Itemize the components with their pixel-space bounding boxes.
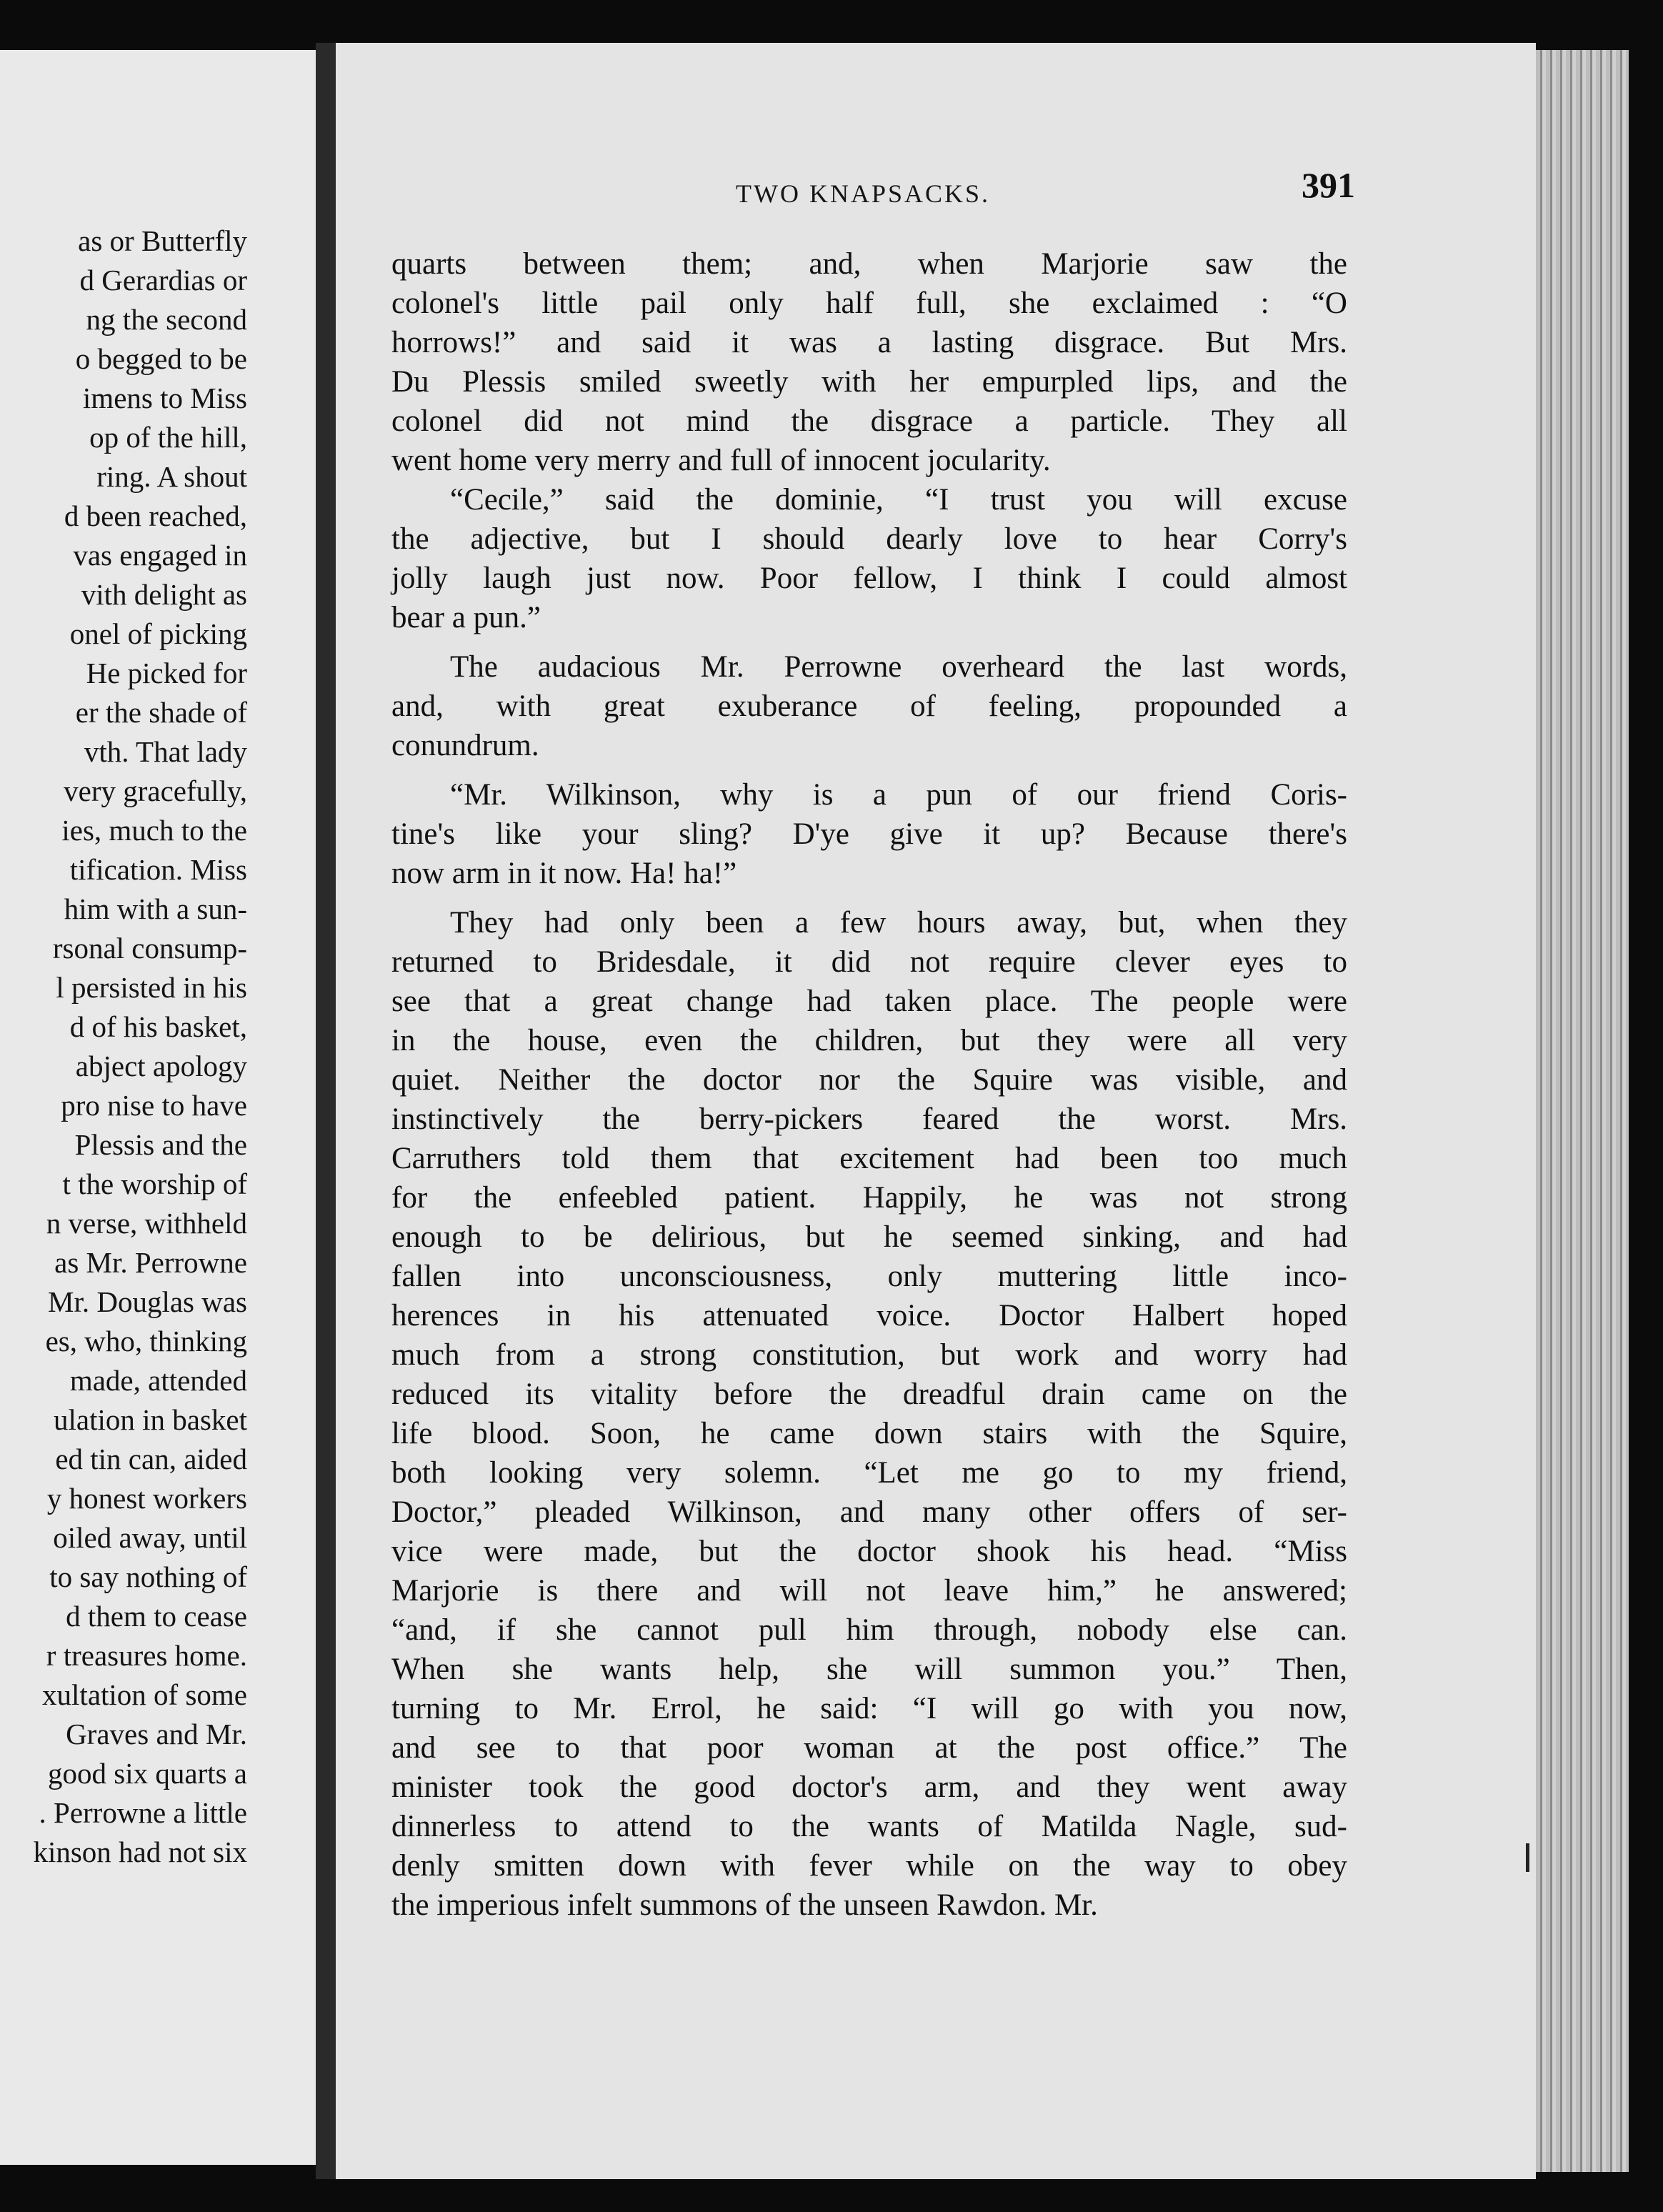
left-page-line: ulation in basket xyxy=(53,1403,247,1436)
text-line: the adjective, but I should dearly love to hear Corry's xyxy=(391,522,1347,556)
left-page-line: xultation of some xyxy=(42,1678,247,1711)
left-page-line: onel of picking xyxy=(69,617,247,650)
text-line: colonel did not mind the disgrace a particle. They all xyxy=(391,404,1347,438)
left-page-line: vth. That lady xyxy=(84,735,247,768)
text-line: horrows!” and said it was a lasting disgrace. But Mrs. xyxy=(391,326,1347,359)
text-line: They had only been a few hours away, but, when they xyxy=(450,906,1347,940)
left-page-line: abject apology xyxy=(75,1050,247,1082)
text-line: dinnerless to attend to the wants of Matilda Nagle, sud- xyxy=(391,1810,1347,1843)
text-line: quiet. Neither the doctor nor the Squire was visible, and xyxy=(391,1063,1347,1097)
margin-mark xyxy=(1526,1843,1529,1872)
left-page-line: d Gerardias or xyxy=(79,264,247,297)
left-page-line: n verse, withheld xyxy=(46,1207,247,1240)
text-line: see that a great change had taken place. The people were xyxy=(391,985,1347,1018)
left-page-line: made, attended xyxy=(69,1364,247,1397)
left-page-line: o begged to be xyxy=(75,342,247,375)
text-line: much from a strong constitution, but work and worry had xyxy=(391,1338,1347,1372)
left-page-line: rsonal consump- xyxy=(52,932,247,965)
text-line: for the enfeebled patient. Happily, he was not strong xyxy=(391,1181,1347,1215)
left-page-line: as or Butterfly xyxy=(78,224,247,257)
text-line: “Cecile,” said the dominie, “I trust you will excuse xyxy=(450,483,1347,517)
text-line: and see to that poor woman at the post office.” The xyxy=(391,1731,1347,1765)
text-line: life blood. Soon, he came down stairs with the Squire, xyxy=(391,1417,1347,1450)
left-page-line: t the worship of xyxy=(62,1167,247,1200)
text-line: fallen into unconsciousness, only muttering little inco- xyxy=(391,1260,1347,1293)
text-line: in the house, even the children, but they were all very xyxy=(391,1024,1347,1057)
left-page-line: vas engaged in xyxy=(73,539,247,572)
text-line: quarts between them; and, when Marjorie saw the xyxy=(391,247,1347,281)
left-page-line: Plessis and the xyxy=(74,1128,247,1161)
text-line: went home very merry and full of innocent jocularity. xyxy=(391,444,1051,477)
left-page-line: y honest workers xyxy=(46,1482,247,1515)
text-line: minister took the good doctor's arm, and they went away xyxy=(391,1770,1347,1804)
left-page-line: r treasures home. xyxy=(46,1639,247,1672)
text-line: bear a pun.” xyxy=(391,601,541,634)
left-page-line: pro nise to have xyxy=(61,1089,247,1122)
left-page-line: He picked for xyxy=(86,657,247,689)
page-number: 391 xyxy=(1302,165,1355,205)
text-line: now arm in it now. Ha! ha!” xyxy=(391,857,737,890)
text-line: Du Plessis smiled sweetly with her empurpled lips, and the xyxy=(391,365,1347,399)
running-header: TWO KNAPSACKS. xyxy=(736,179,991,208)
text-line: turning to Mr. Errol, he said: “I will go with you now, xyxy=(391,1692,1347,1725)
left-page-line: Mr. Douglas was xyxy=(47,1285,247,1318)
left-page-line: op of the hill, xyxy=(89,421,247,454)
left-facing-page xyxy=(0,50,320,2165)
left-page-line: ed tin can, aided xyxy=(55,1443,247,1475)
text-line: “and, if she cannot pull him through, nobody else can. xyxy=(391,1613,1347,1647)
left-page-line: oiled away, until xyxy=(53,1521,247,1554)
left-page-line: vith delight as xyxy=(81,578,247,611)
text-line: colonel's little pail only half full, she exclaimed : “O xyxy=(391,287,1347,320)
left-page-line: as Mr. Perrowne xyxy=(54,1246,247,1279)
text-line: conundrum. xyxy=(391,729,539,762)
page-edges xyxy=(1536,50,1629,2172)
left-page-line: d been reached, xyxy=(64,499,247,532)
text-line: and, with great exuberance of feeling, propounded a xyxy=(391,689,1347,723)
left-page-line: l persisted in his xyxy=(56,971,247,1004)
left-page-text xyxy=(33,221,247,1872)
text-line: tine's like your sling? D'ye give it up? Because there's xyxy=(391,817,1347,851)
left-page-line: tification. Miss xyxy=(69,853,247,886)
left-page-line: kinson had not six xyxy=(33,1835,247,1868)
left-page-line: d of his basket, xyxy=(69,1010,247,1043)
left-page-line: d them to cease xyxy=(66,1600,247,1633)
text-line: vice were made, but the doctor shook his head. “Miss xyxy=(391,1535,1347,1568)
text-line: instinctively the berry-pickers feared the worst. Mrs. xyxy=(391,1102,1347,1136)
text-line: denly smitten down with fever while on the way to obey xyxy=(391,1849,1347,1883)
text-line: the imperious infelt summons of the unseen Rawdon. Mr. xyxy=(391,1888,1098,1922)
left-page-line: very gracefully, xyxy=(64,774,247,807)
text-line: Marjorie is there and will not leave him,” he answered; xyxy=(391,1574,1347,1608)
text-line: Carruthers told them that excitement had been too much xyxy=(391,1142,1347,1175)
text-line: “Mr. Wilkinson, why is a pun of our friend Coris- xyxy=(450,778,1347,812)
text-line: The audacious Mr. Perrowne overheard the last words, xyxy=(450,650,1347,684)
left-page-line: . Perrowne a little xyxy=(39,1796,247,1829)
left-page-line: ring. A shout xyxy=(96,460,247,493)
left-page-line: Graves and Mr. xyxy=(66,1718,247,1750)
text-line: returned to Bridesdale, it did not require clever eyes to xyxy=(391,945,1347,979)
text-line: jolly laugh just now. Poor fellow, I think I could almost xyxy=(391,562,1347,595)
text-line: both looking very solemn. “Let me go to my friend, xyxy=(391,1456,1347,1490)
left-page-line: er the shade of xyxy=(75,696,247,729)
left-page-line: es, who, thinking xyxy=(45,1325,247,1357)
body-text xyxy=(391,244,1347,1925)
left-page-line: good six quarts a xyxy=(48,1757,247,1790)
text-line: When she wants help, she will summon you.” Then, xyxy=(391,1653,1347,1686)
left-page-line: imens to Miss xyxy=(82,382,247,414)
text-line: reduced its vitality before the dreadful drain came on the xyxy=(391,1377,1347,1411)
text-line: Doctor,” pleaded Wilkinson, and many other offers of ser- xyxy=(391,1495,1347,1529)
left-page-line: to say nothing of xyxy=(49,1560,247,1593)
left-page-line: him with a sun- xyxy=(64,892,247,925)
left-page-line: ies, much to the xyxy=(61,814,247,847)
text-line: herences in his attenuated voice. Doctor Halbert hoped xyxy=(391,1299,1347,1332)
text-line: enough to be delirious, but he seemed sinking, and had xyxy=(391,1220,1347,1254)
left-page-line: ng the second xyxy=(86,303,247,336)
